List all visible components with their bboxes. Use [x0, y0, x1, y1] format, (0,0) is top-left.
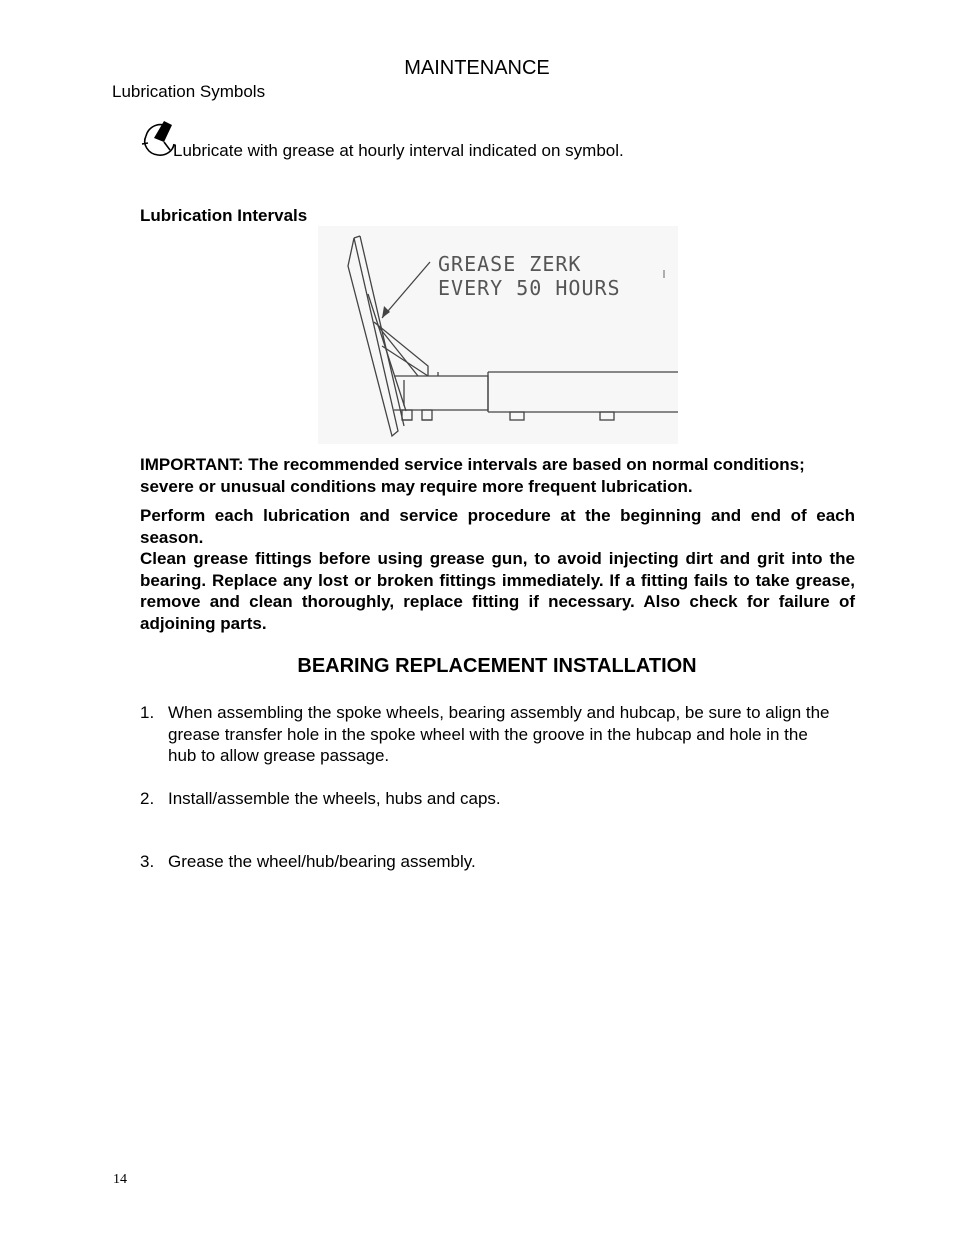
lubrication-symbols-heading: Lubrication Symbols — [112, 82, 266, 101]
step-text: When assembling the spoke wheels, bearing assembly and hubcap, be sure to align the grease transfer hole in the spoke wheel with the groove in the hubcap and hole in the hub to allow grease passage. — [168, 703, 830, 765]
page-title: MAINTENANCE — [404, 57, 550, 79]
grease-zerk-diagram — [318, 226, 678, 444]
callout-line-1: GREASE ZERK — [438, 252, 582, 276]
list-item — [140, 702, 840, 768]
perform-note: Perform each lubrication and service procedure at the beginning and end of each season. — [140, 506, 855, 547]
clean-fittings-note: Clean grease fittings before using grease gun, to avoid injecting dirt and grit into the bearing. Replace any lost or broken fittings immediately. If a fitting fails to take grease, remove and clean thoroughly, replace fitting if necessary. Also check for failure of adjoining parts. — [140, 549, 855, 633]
lubrication-symbol-row — [140, 118, 860, 162]
lubrication-intervals-heading: Lubrication Intervals — [140, 206, 308, 225]
step-text: Grease the wheel/hub/bearing assembly. — [168, 852, 476, 871]
step-number: 2. — [140, 789, 155, 808]
step-number: 3. — [140, 852, 155, 871]
step-text: Install/assemble the wheels, hubs and caps. — [168, 789, 501, 808]
list-item — [140, 788, 840, 810]
step-number: 1. — [140, 703, 155, 722]
callout-line-2: EVERY 50 HOURS — [438, 276, 621, 300]
diagram-callout — [438, 252, 621, 300]
important-note: IMPORTANT: The recommended service intervals are based on normal conditions; severe or unusual conditions may require more frequent lubrication. — [140, 455, 805, 496]
bearing-replacement-heading: BEARING REPLACEMENT INSTALLATION — [297, 655, 697, 677]
list-item — [140, 851, 840, 873]
page-number: 14 — [113, 1172, 127, 1187]
lubrication-symbol-description: Lubricate with grease at hourly interval indicated on symbol. — [173, 141, 624, 160]
